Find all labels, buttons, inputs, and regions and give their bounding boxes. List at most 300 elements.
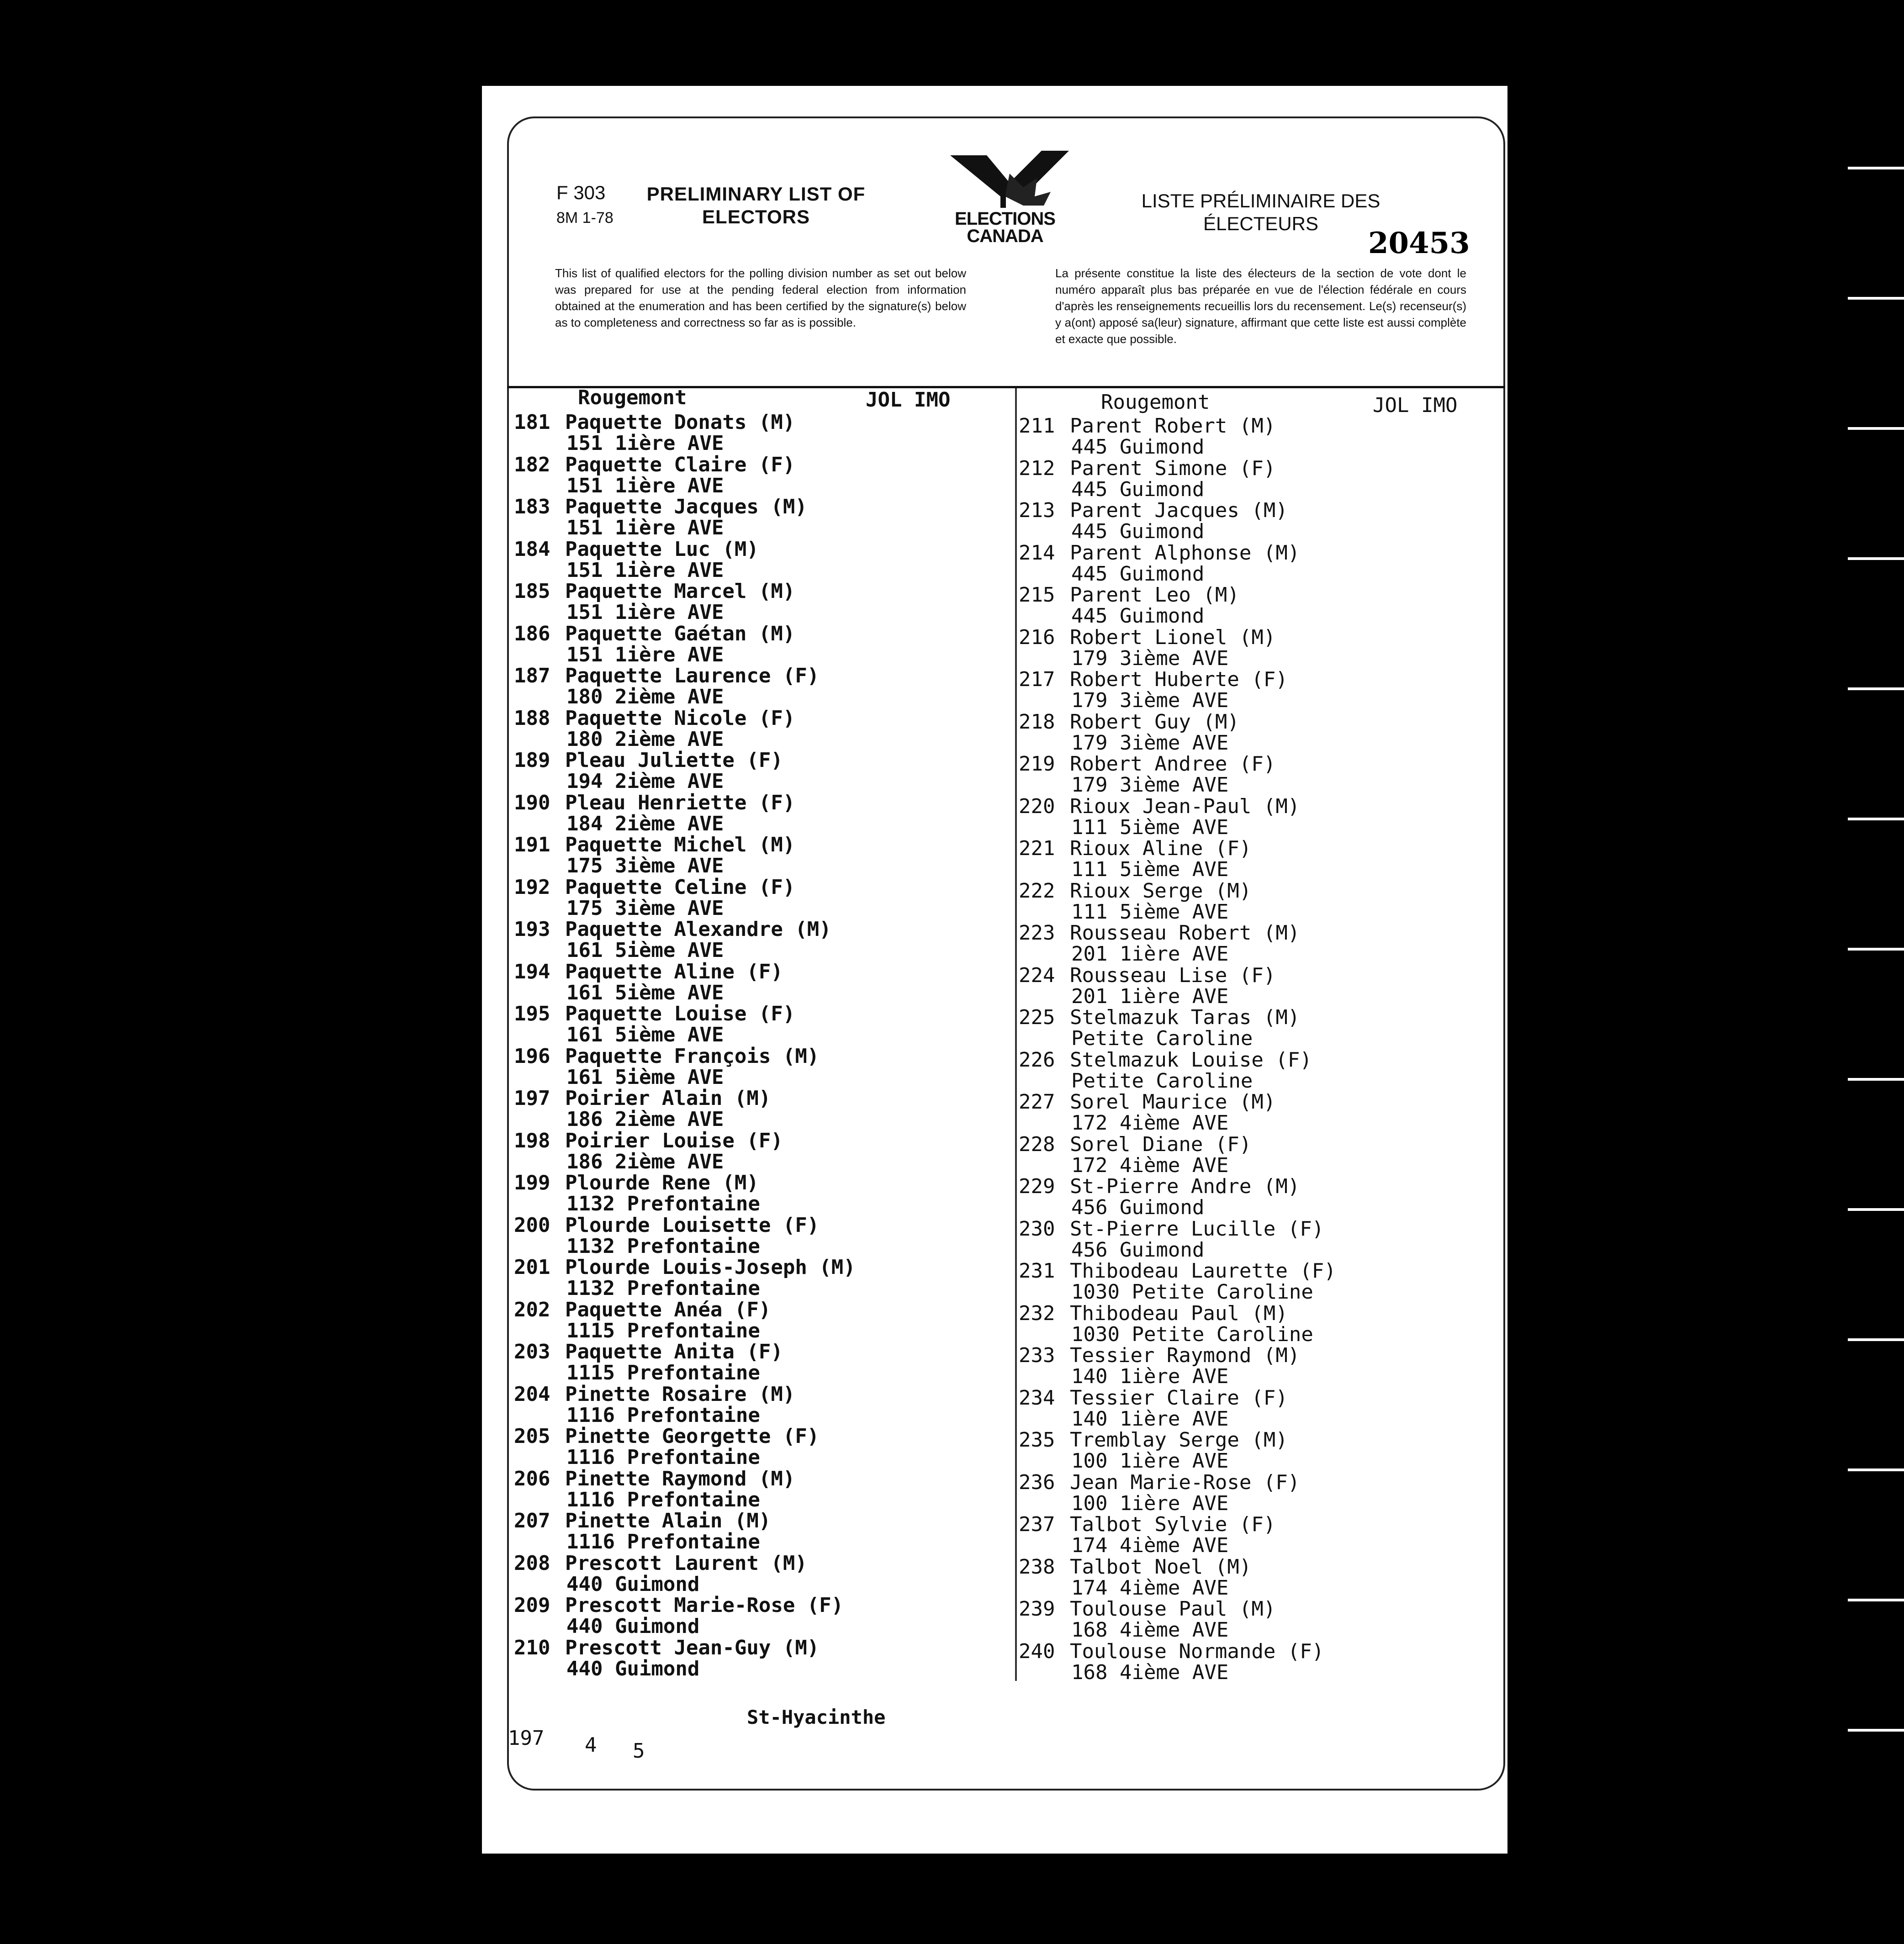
elector-entry [514, 1426, 856, 1469]
film-edge-mark [1848, 1469, 1904, 1471]
elector-address: 161 5ième AVE [566, 1023, 724, 1046]
elector-name-line [514, 750, 856, 771]
elector-address: 456 Guimond [1071, 1196, 1205, 1219]
elector-name: Paquette Jacques (M) [565, 495, 807, 518]
elector-name-line [1019, 1176, 1336, 1197]
elector-entry [514, 750, 856, 792]
elector-address: 100 1ière AVE [1071, 1449, 1229, 1473]
elector-name-line [1019, 669, 1336, 690]
elector-name-line [514, 623, 856, 644]
elector-entry [1019, 1007, 1336, 1050]
elector-entry [514, 919, 856, 961]
film-edge-mark [1848, 1078, 1904, 1081]
elector-name: Paquette Louise (F) [565, 1002, 795, 1025]
elector-entry [1019, 1092, 1336, 1134]
elector-address: 456 Guimond [1071, 1238, 1205, 1262]
elector-name: St-Pierre Lucille (F) [1070, 1217, 1324, 1241]
elector-name: Stelmazuk Louise (F) [1070, 1048, 1312, 1072]
elector-name-line [1019, 458, 1336, 479]
elector-entry [514, 1046, 856, 1088]
elector-name-line [1019, 1261, 1336, 1282]
elector-address: 1132 Prefontaine [566, 1277, 760, 1300]
elector-address: 440 Guimond [566, 1572, 700, 1596]
left-locality: Rougemont [578, 386, 687, 409]
elector-name-line [1019, 585, 1336, 606]
elector-name: Thibodeau Paul (M) [1070, 1301, 1288, 1325]
right-postal-code: JOL IMO [1373, 394, 1458, 417]
film-edge-mark [1848, 1208, 1904, 1211]
film-edge-mark [1848, 427, 1904, 430]
elector-name: Rousseau Robert (M) [1070, 921, 1300, 945]
elector-number: 208 [514, 1551, 550, 1575]
elector-address: 172 4ième AVE [1071, 1153, 1229, 1177]
elector-number: 230 [1019, 1217, 1055, 1241]
elector-name-line [514, 539, 856, 560]
film-edge-mark [1848, 1338, 1904, 1341]
elector-number: 218 [1019, 710, 1055, 734]
elector-name: Paquette Anéa (F) [565, 1298, 771, 1321]
elector-entry [1019, 838, 1336, 881]
elector-number: 194 [514, 960, 550, 983]
film-edge-mark [1848, 167, 1904, 169]
elector-name: Pinette Alain (M) [565, 1509, 771, 1532]
title-english: PRELIMINARY LIST OF ELECTORS [646, 183, 866, 227]
elector-address: 1115 Prefontaine [566, 1361, 760, 1384]
elector-entry [1019, 1557, 1336, 1599]
elector-address: 179 3ième AVE [1071, 773, 1229, 797]
elector-number: 212 [1019, 456, 1055, 480]
elector-name-line [1019, 796, 1336, 817]
elector-name: Rousseau Lise (F) [1070, 963, 1276, 987]
elector-name-line [514, 961, 856, 983]
elector-entry [514, 666, 856, 708]
film-edge-mark [1848, 297, 1904, 300]
elector-entry [1019, 1472, 1336, 1515]
elector-number: 232 [1019, 1301, 1055, 1325]
elector-entry [1019, 965, 1336, 1008]
elector-address: 1116 Prefontaine [566, 1403, 760, 1427]
elector-entry [1019, 881, 1336, 923]
elector-address: 174 4ième AVE [1071, 1534, 1229, 1557]
elector-address: 111 5ième AVE [1071, 858, 1229, 881]
elector-entry [1019, 1599, 1336, 1641]
elector-number: 227 [1019, 1090, 1055, 1114]
elector-name-line [1019, 1007, 1336, 1028]
elector-number: 207 [514, 1509, 550, 1532]
elector-entry [1019, 585, 1336, 627]
elector-number: 235 [1019, 1428, 1055, 1452]
elector-name-line [1019, 1557, 1336, 1578]
elector-number: 239 [1019, 1597, 1055, 1621]
elector-number: 195 [514, 1002, 550, 1025]
elector-number: 236 [1019, 1470, 1055, 1494]
elector-name: Paquette Gaétan (M) [565, 622, 795, 645]
elector-name: Paquette Anita (F) [565, 1340, 783, 1363]
left-postal-code: JOL IMO [866, 388, 951, 412]
elector-name: Parent Alphonse (M) [1070, 541, 1300, 565]
elector-address: 151 1ière AVE [566, 432, 724, 455]
elector-entry [1019, 1641, 1336, 1684]
elector-name: Tremblay Serge (M) [1070, 1428, 1288, 1452]
elector-name-line [514, 1553, 856, 1574]
elector-name-line [514, 1173, 856, 1194]
elector-number: 183 [514, 495, 550, 518]
elector-name-line [514, 1511, 856, 1532]
elector-address: 201 1ière AVE [1071, 984, 1229, 1008]
elector-number: 188 [514, 706, 550, 730]
elector-number: 209 [514, 1594, 550, 1617]
elector-entry [1019, 712, 1336, 754]
elector-address: 151 1ière AVE [566, 601, 724, 624]
elector-name: Rioux Jean-Paul (M) [1070, 794, 1300, 818]
elector-name: Robert Guy (M) [1070, 710, 1239, 734]
elector-number: 199 [514, 1171, 550, 1194]
elector-number: 240 [1019, 1639, 1055, 1663]
elector-number: 220 [1019, 794, 1055, 818]
elector-entry [514, 412, 856, 454]
elector-name: Poirier Alain (M) [565, 1087, 771, 1110]
elector-entry [514, 581, 856, 623]
elector-entry [514, 708, 856, 750]
elector-entry [514, 1173, 856, 1215]
elector-number: 222 [1019, 879, 1055, 903]
elector-name: Paquette Claire (F) [565, 453, 795, 476]
elector-address: 179 3ième AVE [1071, 689, 1229, 712]
elector-name: Toulouse Normande (F) [1070, 1639, 1324, 1663]
elector-address: 1132 Prefontaine [566, 1192, 760, 1215]
elector-entry [1019, 1176, 1336, 1219]
elector-address: 175 3ième AVE [566, 896, 724, 920]
elector-entry [514, 961, 856, 1004]
elector-address: 1115 Prefontaine [566, 1319, 760, 1342]
elector-entry [1019, 754, 1336, 796]
elector-name-line [514, 1469, 856, 1490]
certification-text-french: La présente constitue la liste des électeurs de la section de vote dont le numéro apparaît plus bas préparée en vue de l'élection fédérale en cours d'après les renseignements recueillis lors du recensement. Le(s) recenseur(s) y a(ont) apposé sa(leur) signature, affirmant que cette liste est aussi complète et exacte que possible. [1055, 266, 1466, 346]
elector-entry [1019, 923, 1336, 965]
elector-name: Sorel Diane (F) [1070, 1132, 1252, 1156]
elector-name: Rioux Serge (M) [1070, 879, 1252, 903]
elector-name-line [1019, 754, 1336, 775]
elector-entry [1019, 1388, 1336, 1430]
elector-name-line [1019, 965, 1336, 986]
elector-name: Paquette Donats (M) [565, 411, 795, 434]
elector-address: 140 1ière AVE [1071, 1365, 1229, 1388]
elector-number: 211 [1019, 414, 1055, 438]
elector-address: Petite Caroline [1071, 1069, 1253, 1093]
elector-number: 229 [1019, 1175, 1055, 1198]
elector-entry [514, 539, 856, 581]
film-edge-mark [1848, 948, 1904, 951]
elector-number: 225 [1019, 1006, 1055, 1029]
elector-name-line [514, 1257, 856, 1278]
elector-name-line [1019, 1303, 1336, 1324]
elector-address: 111 5ième AVE [1071, 900, 1229, 924]
elector-name-line [1019, 838, 1336, 859]
elector-entry [514, 835, 856, 877]
elector-address: 1030 Petite Caroline [1071, 1280, 1313, 1304]
film-edge-mark [1848, 818, 1904, 820]
elector-number: 226 [1019, 1048, 1055, 1072]
elector-entry [1019, 1261, 1336, 1303]
elector-name-line [514, 412, 856, 433]
elector-name: Prescott Jean-Guy (M) [565, 1636, 820, 1659]
print-code: 8M 1-78 [556, 209, 614, 227]
logo-text: ELECTIONS CANADA [955, 209, 1055, 246]
elector-entry [514, 1595, 856, 1638]
elector-entry [514, 1553, 856, 1595]
elector-name: Prescott Marie-Rose (F) [565, 1594, 844, 1617]
elector-entry [514, 1469, 856, 1511]
elector-number: 237 [1019, 1513, 1055, 1536]
elector-name: Paquette Luc (M) [565, 537, 759, 561]
date-month: 4 [585, 1733, 597, 1757]
elector-name-line [514, 877, 856, 898]
elector-address: 151 1ière AVE [566, 643, 724, 666]
elector-name: Paquette Michel (M) [565, 833, 795, 856]
elector-name-line [1019, 1430, 1336, 1451]
elector-name-line [1019, 712, 1336, 733]
elector-name: Robert Lionel (M) [1070, 625, 1276, 649]
elector-name-line [514, 1638, 856, 1659]
elector-entry [1019, 1345, 1336, 1388]
elector-list-right [1019, 416, 1336, 1683]
elector-entry [514, 1215, 856, 1257]
elector-number: 190 [514, 791, 550, 814]
elector-name-line [514, 497, 856, 518]
elector-name-line [1019, 1345, 1336, 1366]
elector-address: 140 1ière AVE [1071, 1407, 1229, 1431]
elector-name: Paquette Laurence (F) [565, 664, 820, 687]
elector-entry [514, 1300, 856, 1342]
elector-name-line [514, 708, 856, 729]
elector-name: Paquette Aline (F) [565, 960, 783, 983]
elector-entry [514, 1257, 856, 1300]
elector-address: 186 2ième AVE [566, 1150, 724, 1173]
elector-address: 194 2ième AVE [566, 770, 724, 793]
elector-name-line [514, 792, 856, 814]
elector-name-line [514, 1215, 856, 1236]
elector-address: 180 2ième AVE [566, 685, 724, 708]
elector-name-line [514, 454, 856, 475]
elector-number: 213 [1019, 499, 1055, 522]
elector-entry [514, 792, 856, 835]
elector-name-line [514, 1046, 856, 1067]
elector-entry [1019, 543, 1336, 585]
elector-name-line [514, 1384, 856, 1405]
column-divider [1015, 388, 1017, 1681]
elector-address: 161 5ième AVE [566, 981, 724, 1004]
right-locality: Rougemont [1101, 391, 1210, 414]
elector-entry [1019, 500, 1336, 543]
film-edge-mark [1848, 687, 1904, 690]
elector-name: Pinette Georgette (F) [565, 1425, 820, 1448]
elector-address: 179 3ième AVE [1071, 646, 1229, 670]
elector-entry [514, 877, 856, 919]
elector-name-line [514, 1088, 856, 1109]
elector-entry [1019, 1430, 1336, 1472]
elector-name-line [1019, 416, 1336, 437]
film-edge-mark [1848, 557, 1904, 560]
elector-address: 151 1ière AVE [566, 474, 724, 497]
elector-name: Parent Leo (M) [1070, 583, 1239, 607]
elector-entry [1019, 1219, 1336, 1261]
elector-number: 217 [1019, 668, 1055, 691]
elector-name: Plourde Louis-Joseph (M) [565, 1256, 856, 1279]
elector-number: 196 [514, 1044, 550, 1068]
elector-name-line [1019, 1599, 1336, 1620]
elector-number: 184 [514, 537, 550, 561]
elector-name-line [514, 1004, 856, 1025]
elector-address: Petite Caroline [1071, 1027, 1253, 1050]
elector-entry [514, 1088, 856, 1130]
elector-name-line [1019, 881, 1336, 902]
elector-entry [514, 1004, 856, 1046]
elector-name-line [1019, 1514, 1336, 1535]
elector-entry [1019, 416, 1336, 458]
elector-number: 234 [1019, 1386, 1055, 1410]
elector-entry [514, 1342, 856, 1384]
elector-name-line [1019, 543, 1336, 564]
elector-number: 185 [514, 580, 550, 603]
elector-name: Robert Huberte (F) [1070, 668, 1288, 691]
elector-address: 168 4ième AVE [1071, 1618, 1229, 1642]
elector-number: 200 [514, 1213, 550, 1237]
elector-number: 231 [1019, 1259, 1055, 1283]
elector-name-line [514, 1300, 856, 1321]
elector-name-line [1019, 1050, 1336, 1071]
elector-number: 197 [514, 1087, 550, 1110]
elector-name-line [1019, 1388, 1336, 1409]
elector-address: 168 4ième AVE [1071, 1660, 1229, 1684]
elector-number: 223 [1019, 921, 1055, 945]
elector-number: 216 [1019, 625, 1055, 649]
elector-name-line [1019, 1472, 1336, 1493]
date-year: 197 [508, 1727, 545, 1750]
elector-number: 228 [1019, 1132, 1055, 1156]
elector-name-line [514, 919, 856, 940]
elector-number: 233 [1019, 1344, 1055, 1367]
serial-number: 20453 [1368, 226, 1470, 260]
elector-entry [514, 454, 856, 497]
elector-entry [1019, 458, 1336, 501]
elector-name: Stelmazuk Taras (M) [1070, 1006, 1300, 1029]
elector-entry [514, 623, 856, 666]
elector-address: 100 1ière AVE [1071, 1491, 1229, 1515]
elector-name: Jean Marie-Rose (F) [1070, 1470, 1300, 1494]
elector-name: Thibodeau Laurette (F) [1070, 1259, 1336, 1283]
elector-name-line [1019, 1092, 1336, 1113]
elector-entry [1019, 1050, 1336, 1092]
elector-address: 445 Guimond [1071, 520, 1205, 543]
elector-address: 161 5ième AVE [566, 939, 724, 962]
elector-name: Paquette François (M) [565, 1044, 820, 1068]
elector-entry [1019, 627, 1336, 670]
elector-address: 151 1ière AVE [566, 558, 724, 582]
elector-name: Pinette Raymond (M) [565, 1467, 795, 1490]
elector-name: Plourde Rene (M) [565, 1171, 759, 1194]
elector-address: 1116 Prefontaine [566, 1446, 760, 1469]
elector-entry [1019, 796, 1336, 839]
elector-list-left [514, 412, 856, 1680]
elector-address: 445 Guimond [1071, 562, 1205, 586]
elector-name: Plourde Louisette (F) [565, 1213, 820, 1237]
elector-number: 206 [514, 1467, 550, 1490]
elector-number: 215 [1019, 583, 1055, 607]
elector-entry [1019, 1303, 1336, 1346]
form-code: F 303 [556, 182, 606, 203]
elector-entry [1019, 1514, 1336, 1557]
elector-name: Tessier Raymond (M) [1070, 1344, 1300, 1367]
elector-number: 210 [514, 1636, 550, 1659]
elector-address: 201 1ière AVE [1071, 942, 1229, 966]
elector-name: Pinette Rosaire (M) [565, 1382, 795, 1406]
elector-entry [514, 1384, 856, 1426]
elector-name: Tessier Claire (F) [1070, 1386, 1288, 1410]
elector-number: 224 [1019, 963, 1055, 987]
elector-name: Sorel Maurice (M) [1070, 1090, 1276, 1114]
elector-name: Parent Simone (F) [1070, 456, 1276, 480]
elector-address: 440 Guimond [566, 1615, 700, 1638]
film-edge-mark [1848, 1729, 1904, 1732]
elector-number: 221 [1019, 837, 1055, 860]
elector-name: Rioux Aline (F) [1070, 837, 1252, 860]
elector-name: Paquette Celine (F) [565, 875, 795, 899]
elector-name: Paquette Nicole (F) [565, 706, 795, 730]
elector-entry [1019, 669, 1336, 712]
elector-address: 151 1ière AVE [566, 516, 724, 539]
elector-name: Parent Jacques (M) [1070, 499, 1288, 522]
elector-entry [514, 1511, 856, 1553]
elector-address: 1116 Prefontaine [566, 1488, 760, 1511]
film-edge-mark [1848, 1599, 1904, 1601]
elector-name-line [1019, 1134, 1336, 1155]
elector-number: 189 [514, 749, 550, 772]
elector-address: 445 Guimond [1071, 435, 1205, 459]
elector-number: 182 [514, 453, 550, 476]
elector-number: 181 [514, 411, 550, 434]
elector-address: 174 4ième AVE [1071, 1576, 1229, 1600]
title-french: LISTE PRÉLIMINAIRE DES ÉLECTEURS [1141, 190, 1380, 234]
elector-number: 186 [514, 622, 550, 645]
elector-name: Talbot Sylvie (F) [1070, 1513, 1276, 1536]
elector-name: Pleau Juliette (F) [565, 749, 783, 772]
elector-name-line [1019, 627, 1336, 648]
elector-name-line [514, 835, 856, 856]
date-day: 5 [633, 1739, 645, 1763]
elector-address: 175 3ième AVE [566, 854, 724, 877]
elector-entry [1019, 1134, 1336, 1177]
elector-number: 238 [1019, 1555, 1055, 1579]
elector-name: Poirier Louise (F) [565, 1129, 783, 1152]
elector-address: 179 3ième AVE [1071, 731, 1229, 755]
elector-name-line [514, 1426, 856, 1447]
elector-name-line [1019, 923, 1336, 944]
elector-number: 192 [514, 875, 550, 899]
elector-address: 440 Guimond [566, 1657, 700, 1680]
elector-number: 214 [1019, 541, 1055, 565]
elector-name: St-Pierre Andre (M) [1070, 1175, 1300, 1198]
elector-number: 187 [514, 664, 550, 687]
elector-name-line [514, 1342, 856, 1363]
certification-text-english: This list of qualified electors for the polling division number as set out below was prepared for use at the pending federal election from information obtained at the enumeration and has been certified by the signature(s) below as to completeness and correctness so far as is possible. [555, 266, 966, 329]
elector-entry [514, 1130, 856, 1173]
elector-number: 191 [514, 833, 550, 856]
elector-number: 193 [514, 918, 550, 941]
elector-name: Pleau Henriette (F) [565, 791, 795, 814]
elector-address: 172 4ième AVE [1071, 1111, 1229, 1135]
elector-address: 445 Guimond [1071, 477, 1205, 501]
elector-number: 201 [514, 1256, 550, 1279]
